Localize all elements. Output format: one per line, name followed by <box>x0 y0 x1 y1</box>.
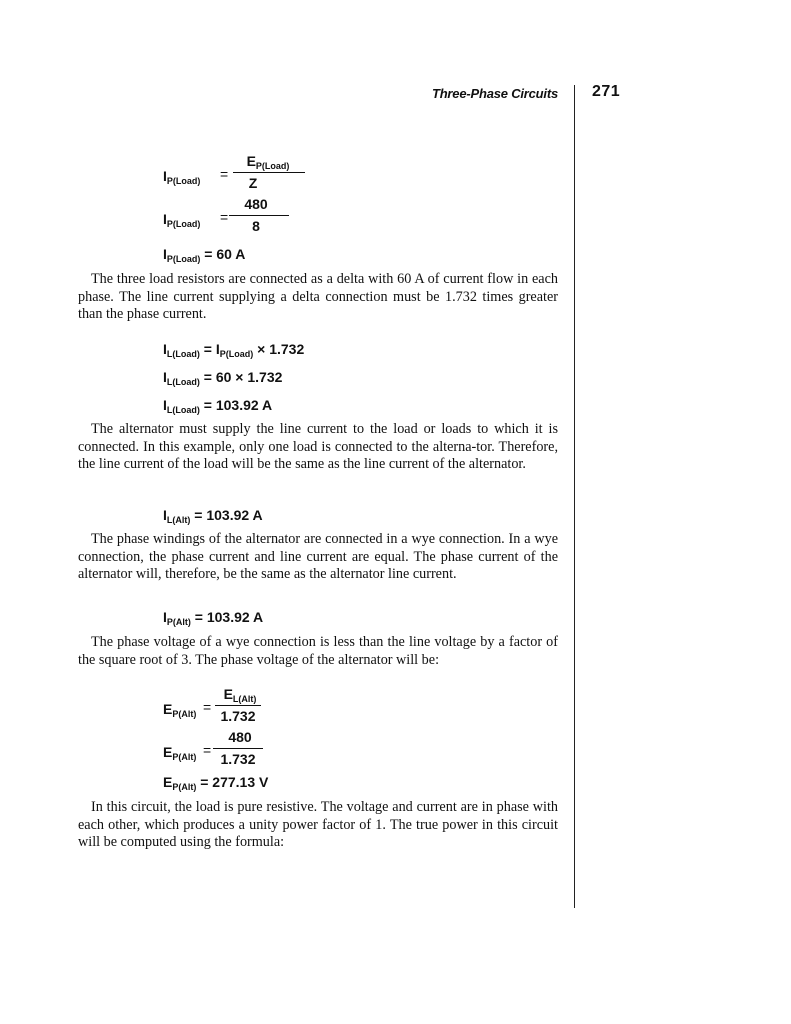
eq-rhs: = 60 A <box>204 246 246 262</box>
eq-numerator-subscript: L(Alt) <box>232 694 257 704</box>
eq-subscript: P(Load) <box>166 219 201 229</box>
eq-rhs: = 277.13 V <box>200 774 269 790</box>
eq-equals: = <box>203 742 212 758</box>
paragraph-alternator-supply <box>78 421 558 474</box>
paragraph-power-factor <box>78 799 558 852</box>
eq-equals: = <box>203 699 212 715</box>
paragraph-text: The alternator must supply the line current to the load or loads to which it is connected. In this example, only one load is connected to the alterna-tor. Therefore, the line current of the load will be the same as the line current of the alternator. <box>78 421 558 473</box>
eq-subscript: P(Alt) <box>172 709 197 719</box>
eq-subscript: P(Alt) <box>166 617 191 627</box>
eq-numerator: 480 <box>244 196 268 212</box>
eq-symbol: I <box>163 341 167 357</box>
eq-symbol: I <box>163 246 167 262</box>
eq-denominator: 1.732 <box>220 708 256 724</box>
eq-denominator: 1.732 <box>220 751 256 767</box>
eq-equals: = <box>220 209 229 225</box>
eq-numerator-subscript: P(Load) <box>255 161 290 171</box>
eq-denominator: 8 <box>252 218 260 234</box>
eq-subscript: P(Load) <box>219 349 254 359</box>
eq-subscript: L(Load) <box>166 349 200 359</box>
eq-symbol: I <box>163 397 167 413</box>
fraction-bar <box>215 705 261 706</box>
equation-il-load-values <box>163 369 282 385</box>
eq-rhs: = 103.92 A <box>194 507 263 523</box>
equation-ip-alt-result <box>163 609 263 625</box>
eq-subscript: L(Load) <box>166 405 200 415</box>
eq-symbol: I <box>163 211 167 227</box>
eq-symbol: E <box>163 744 173 760</box>
equation-ep-alt-result <box>163 774 268 790</box>
equation-ip-load-result <box>163 246 245 262</box>
equation-il-load-result <box>163 397 272 413</box>
eq-subscript: L(Load) <box>166 377 200 387</box>
paragraph-wye-connection <box>78 531 558 584</box>
eq-subscript: P(Load) <box>166 254 201 264</box>
eq-symbol: I <box>163 168 167 184</box>
eq-numerator: 480 <box>228 729 252 745</box>
page-number: 271 <box>592 83 621 100</box>
fraction-bar <box>229 215 289 216</box>
eq-subscript: P(Load) <box>166 176 201 186</box>
paragraph-delta-load <box>78 271 558 324</box>
eq-rhs: × 1.732 <box>257 341 305 357</box>
eq-equals: = <box>203 341 212 357</box>
eq-symbol: I <box>215 341 220 357</box>
running-head-title: Three-Phase Circuits <box>431 86 558 101</box>
eq-equals: = <box>220 166 229 182</box>
margin-rule <box>574 85 575 908</box>
eq-rhs: = 60 × 1.732 <box>203 369 283 385</box>
eq-rhs: = 103.92 A <box>203 397 273 413</box>
paragraph-text: The phase voltage of a wye connection is less than the line voltage by a factor of the square root of 3. The phase voltage of the alternator will be: <box>78 634 558 668</box>
eq-numerator-symbol: E <box>223 686 233 702</box>
eq-symbol: E <box>163 774 173 790</box>
paragraph-text: The phase windings of the alternator are connected in a wye connection. In a wye connection, the phase current and line current are equal. The phase current of the alternator will, therefore, be the same as the alternator line current. <box>78 531 558 583</box>
eq-subscript: P(Alt) <box>172 752 197 762</box>
eq-symbol: I <box>163 609 167 625</box>
paragraph-phase-voltage <box>78 634 558 669</box>
eq-symbol: I <box>163 369 167 385</box>
eq-symbol: I <box>163 507 167 523</box>
paragraph-text: In this circuit, the load is pure resistive. The voltage and current are in phase with each other, which produces a unity power factor of 1. The true power in this circuit will be computed using the formula: <box>78 799 558 851</box>
eq-subscript: L(Alt) <box>166 515 191 525</box>
eq-rhs: = 103.92 A <box>194 609 264 625</box>
equation-il-load-formula <box>163 341 304 357</box>
paragraph-text: The three load resistors are connected as a delta with 60 A of current flow in each phase. The line current supplying a delta connection must be 1.732 times greater than the phase current. <box>78 271 558 323</box>
eq-numerator-symbol: E <box>246 153 256 169</box>
eq-symbol: E <box>163 701 173 717</box>
fraction-bar <box>213 748 263 749</box>
fraction-bar <box>233 172 305 173</box>
eq-subscript: P(Alt) <box>172 782 197 792</box>
eq-denominator: Z <box>248 175 258 191</box>
equation-il-alt-result <box>163 507 263 523</box>
